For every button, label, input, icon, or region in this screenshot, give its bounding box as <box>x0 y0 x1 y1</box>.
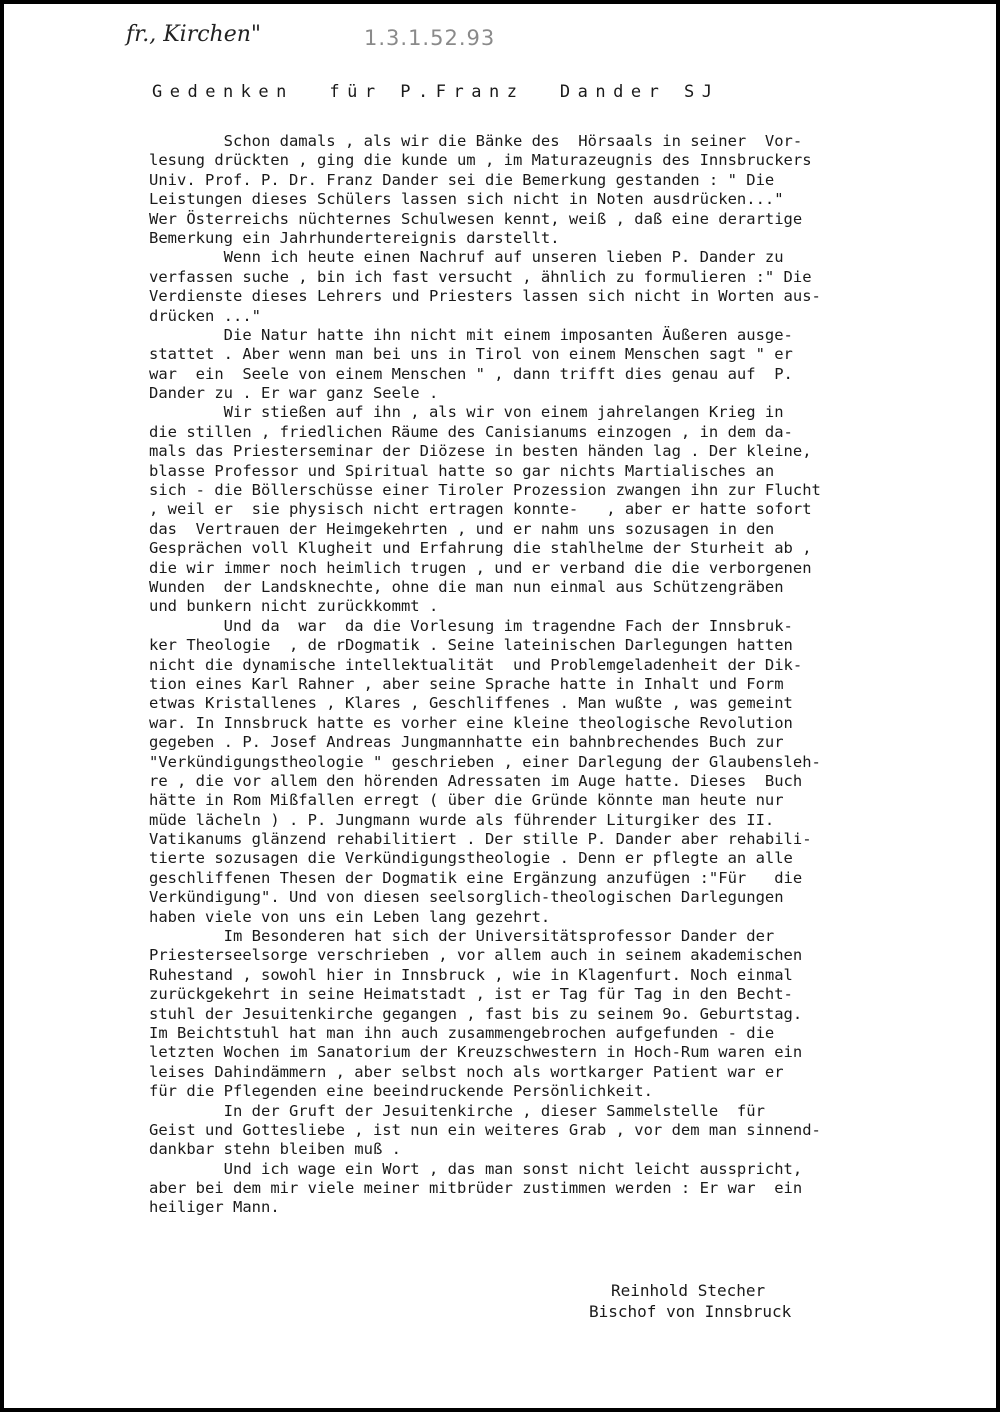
body-line: Vatikanums glänzend rehabilitiert . Der stille P. Dander aber rehabili- <box>149 830 812 849</box>
body-line: Univ. Prof. P. Dr. Franz Dander sei die Bemerkung gestanden : " Die <box>149 170 775 189</box>
body-line: Verdienste dieses Lehrers und Priesters lassen sich nicht in Worten aus- <box>149 287 821 306</box>
body-line: Wer Österreichs nüchternes Schulwesen kennt, weiß , daß eine derartige <box>149 209 803 228</box>
body-line: und bunkern nicht zurückkommt . <box>149 597 439 616</box>
body-line: aber bei dem mir viele meiner mitbrüder zustimmen werden : Er war ein <box>149 1179 803 1198</box>
body-line: müde lächeln ) . P. Jungmann wurde als führender Liturgiker des II. <box>149 810 775 829</box>
body-line: letzten Wochen im Sanatorium der Kreuzschwestern in Hoch-Rum waren ein <box>149 1043 803 1062</box>
body-line: lesung drückten , ging die kunde um , im Maturazeugnis des Innsbruckers <box>149 151 812 170</box>
body-line: Dander zu . Er war ganz Seele . <box>149 384 439 403</box>
body-line: zurückgekehrt in seine Heimatstadt , ist er Tag für Tag in den Becht- <box>149 985 793 1004</box>
body-line: Im Beichtstuhl hat man ihn auch zusammengebrochen aufgefunden - die <box>149 1023 775 1042</box>
body-line: die wir immer noch heimlich trugen , und er verband die die verborgenen <box>149 558 812 577</box>
archive-number: 1.3.1.52.93 <box>364 26 496 50</box>
signature-name: Reinhold Stecher <box>611 1281 766 1300</box>
body-line: Geist und Gottesliebe , ist nun ein weiteres Grab , vor dem man sinnend- <box>149 1120 821 1139</box>
body-line: Im Besonderen hat sich der Universitätsprofessor Dander der <box>149 927 775 946</box>
body-line: heiliger Mann. <box>149 1198 280 1217</box>
body-line: geschliffenen Thesen der Dogmatik eine Ergänzung anzufügen :"Für die <box>149 868 803 887</box>
body-line: sich - die Böllerschüsse einer Tiroler Prozession zwangen ihn zur Flucht <box>149 481 821 500</box>
signature-block <box>589 1280 791 1322</box>
body-line: ker Theologie , de rDogmatik . Seine lateinischen Darlegungen hatten <box>149 636 793 655</box>
body-line: leises Dahindämmern , aber selbst noch als wortkarger Patient war er <box>149 1062 784 1081</box>
body-line: Wunden der Landsknechte, ohne die man nun einmal aus Schützengräben <box>149 577 784 596</box>
body-line: haben viele von uns ein Leben lang gezehrt. <box>149 907 551 926</box>
body-line: Und ich wage ein Wort , das man sonst nicht leicht ausspricht, <box>149 1159 803 1178</box>
body-line: hätte in Rom Mißfallen erregt ( über die Gründe könnte man heute nur <box>149 791 784 810</box>
body-line: Schon damals , als wir die Bänke des Hörsaals in seiner Vor- <box>149 132 803 150</box>
body-line: "Verkündigungstheologie " geschrieben , einer Darlegung der Glaubensleh- <box>149 752 821 771</box>
body-line: gegeben . P. Josef Andreas Jungmannhatte ein bahnbrechendes Buch zur <box>149 733 784 752</box>
body-line: Verkündigung". Und von diesen seelsorglich-theologischen Darlegungen <box>149 888 784 907</box>
body-line: mals das Priesterseminar der Diözese in besten händen lag . Der kleine, <box>149 442 812 461</box>
body-line: Ruhestand , sowohl hier in Innsbruck , wie in Klagenfurt. Noch einmal <box>149 965 793 984</box>
body-line: war. In Innsbruck hatte es vorher eine kleine theologische Revolution <box>149 713 793 732</box>
body-line: dankbar stehn bleiben muß . <box>149 1140 401 1159</box>
body-line: Wenn ich heute einen Nachruf auf unseren lieben P. Dander zu <box>149 248 784 267</box>
body-line: Und da war da die Vorlesung im tragendne Fach der Innsbruk- <box>149 616 793 635</box>
body-line: stuhl der Jesuitenkirche gegangen , fast bis zu seinem 9o. Geburtstag. <box>149 1004 803 1023</box>
body-line: stattet . Aber wenn man bei uns in Tirol von einem Menschen sagt " er <box>149 345 793 364</box>
handwritten-annotation: fr., Kirchen" <box>126 22 262 47</box>
document-title: Gedenken für P.Franz Dander SJ <box>152 82 720 102</box>
body-line: die stillen , friedlichen Räume des Canisianums einzogen , in dem da- <box>149 422 793 441</box>
body-line: etwas Kristallenes , Klares , Geschliffenes . Man wußte , was gemeint <box>149 694 793 713</box>
body-line: war ein Seele von einem Menschen " , dann trifft dies genau auf P. <box>149 364 793 383</box>
body-line: das Vertrauen der Heimgekehrten , und er nahm uns sozusagen in den <box>149 519 775 538</box>
body-line: drücken ..." <box>149 306 261 325</box>
body-line: In der Gruft der Jesuitenkirche , dieser Sammelstelle für <box>149 1101 765 1120</box>
signature-role: Bischof von Innsbruck <box>589 1302 792 1321</box>
body-line: Priesterseelsorge verschrieben , vor allem auch in seinem akademischen <box>149 946 803 965</box>
body-line: re , die vor allem den hörenden Adressaten im Auge hatte. Dieses Buch <box>149 771 803 790</box>
body-line: Die Natur hatte ihn nicht mit einem imposanten Äußeren ausge- <box>149 325 793 344</box>
body-line: blasse Professor und Spiritual hatte so gar nichts Martialisches an <box>149 461 775 480</box>
body-line: tierte sozusagen die Verkündigungstheologie . Denn er pflegte an alle <box>149 849 793 868</box>
body-line: , weil er sie physisch nicht ertragen konnte- , aber er hatte sofort <box>149 500 812 519</box>
body-line: verfassen suche , bin ich fast versucht , ähnlich zu formulieren :" Die <box>149 267 812 286</box>
body-line: Leistungen dieses Schülers lassen sich nicht in Noten ausdrücken..." <box>149 190 784 209</box>
body-line: nicht die dynamische intellektualität und Problemgeladenheit der Dik- <box>149 655 803 674</box>
body-line: tion eines Karl Rahner , aber seine Sprache hatte in Inhalt und Form <box>149 674 784 693</box>
body-line: Wir stießen auf ihn , als wir von einem jahrelangen Krieg in <box>149 403 784 422</box>
body-line: Gesprächen voll Klugheit und Erfahrung die stahlhelme der Sturheit ab , <box>149 539 812 558</box>
body-line: Bemerkung ein Jahrhundertereignis darstellt. <box>149 228 560 247</box>
body-line: für die Pflegenden eine beeindruckende Persönlichkeit. <box>149 1082 653 1101</box>
document-body <box>149 132 999 1218</box>
